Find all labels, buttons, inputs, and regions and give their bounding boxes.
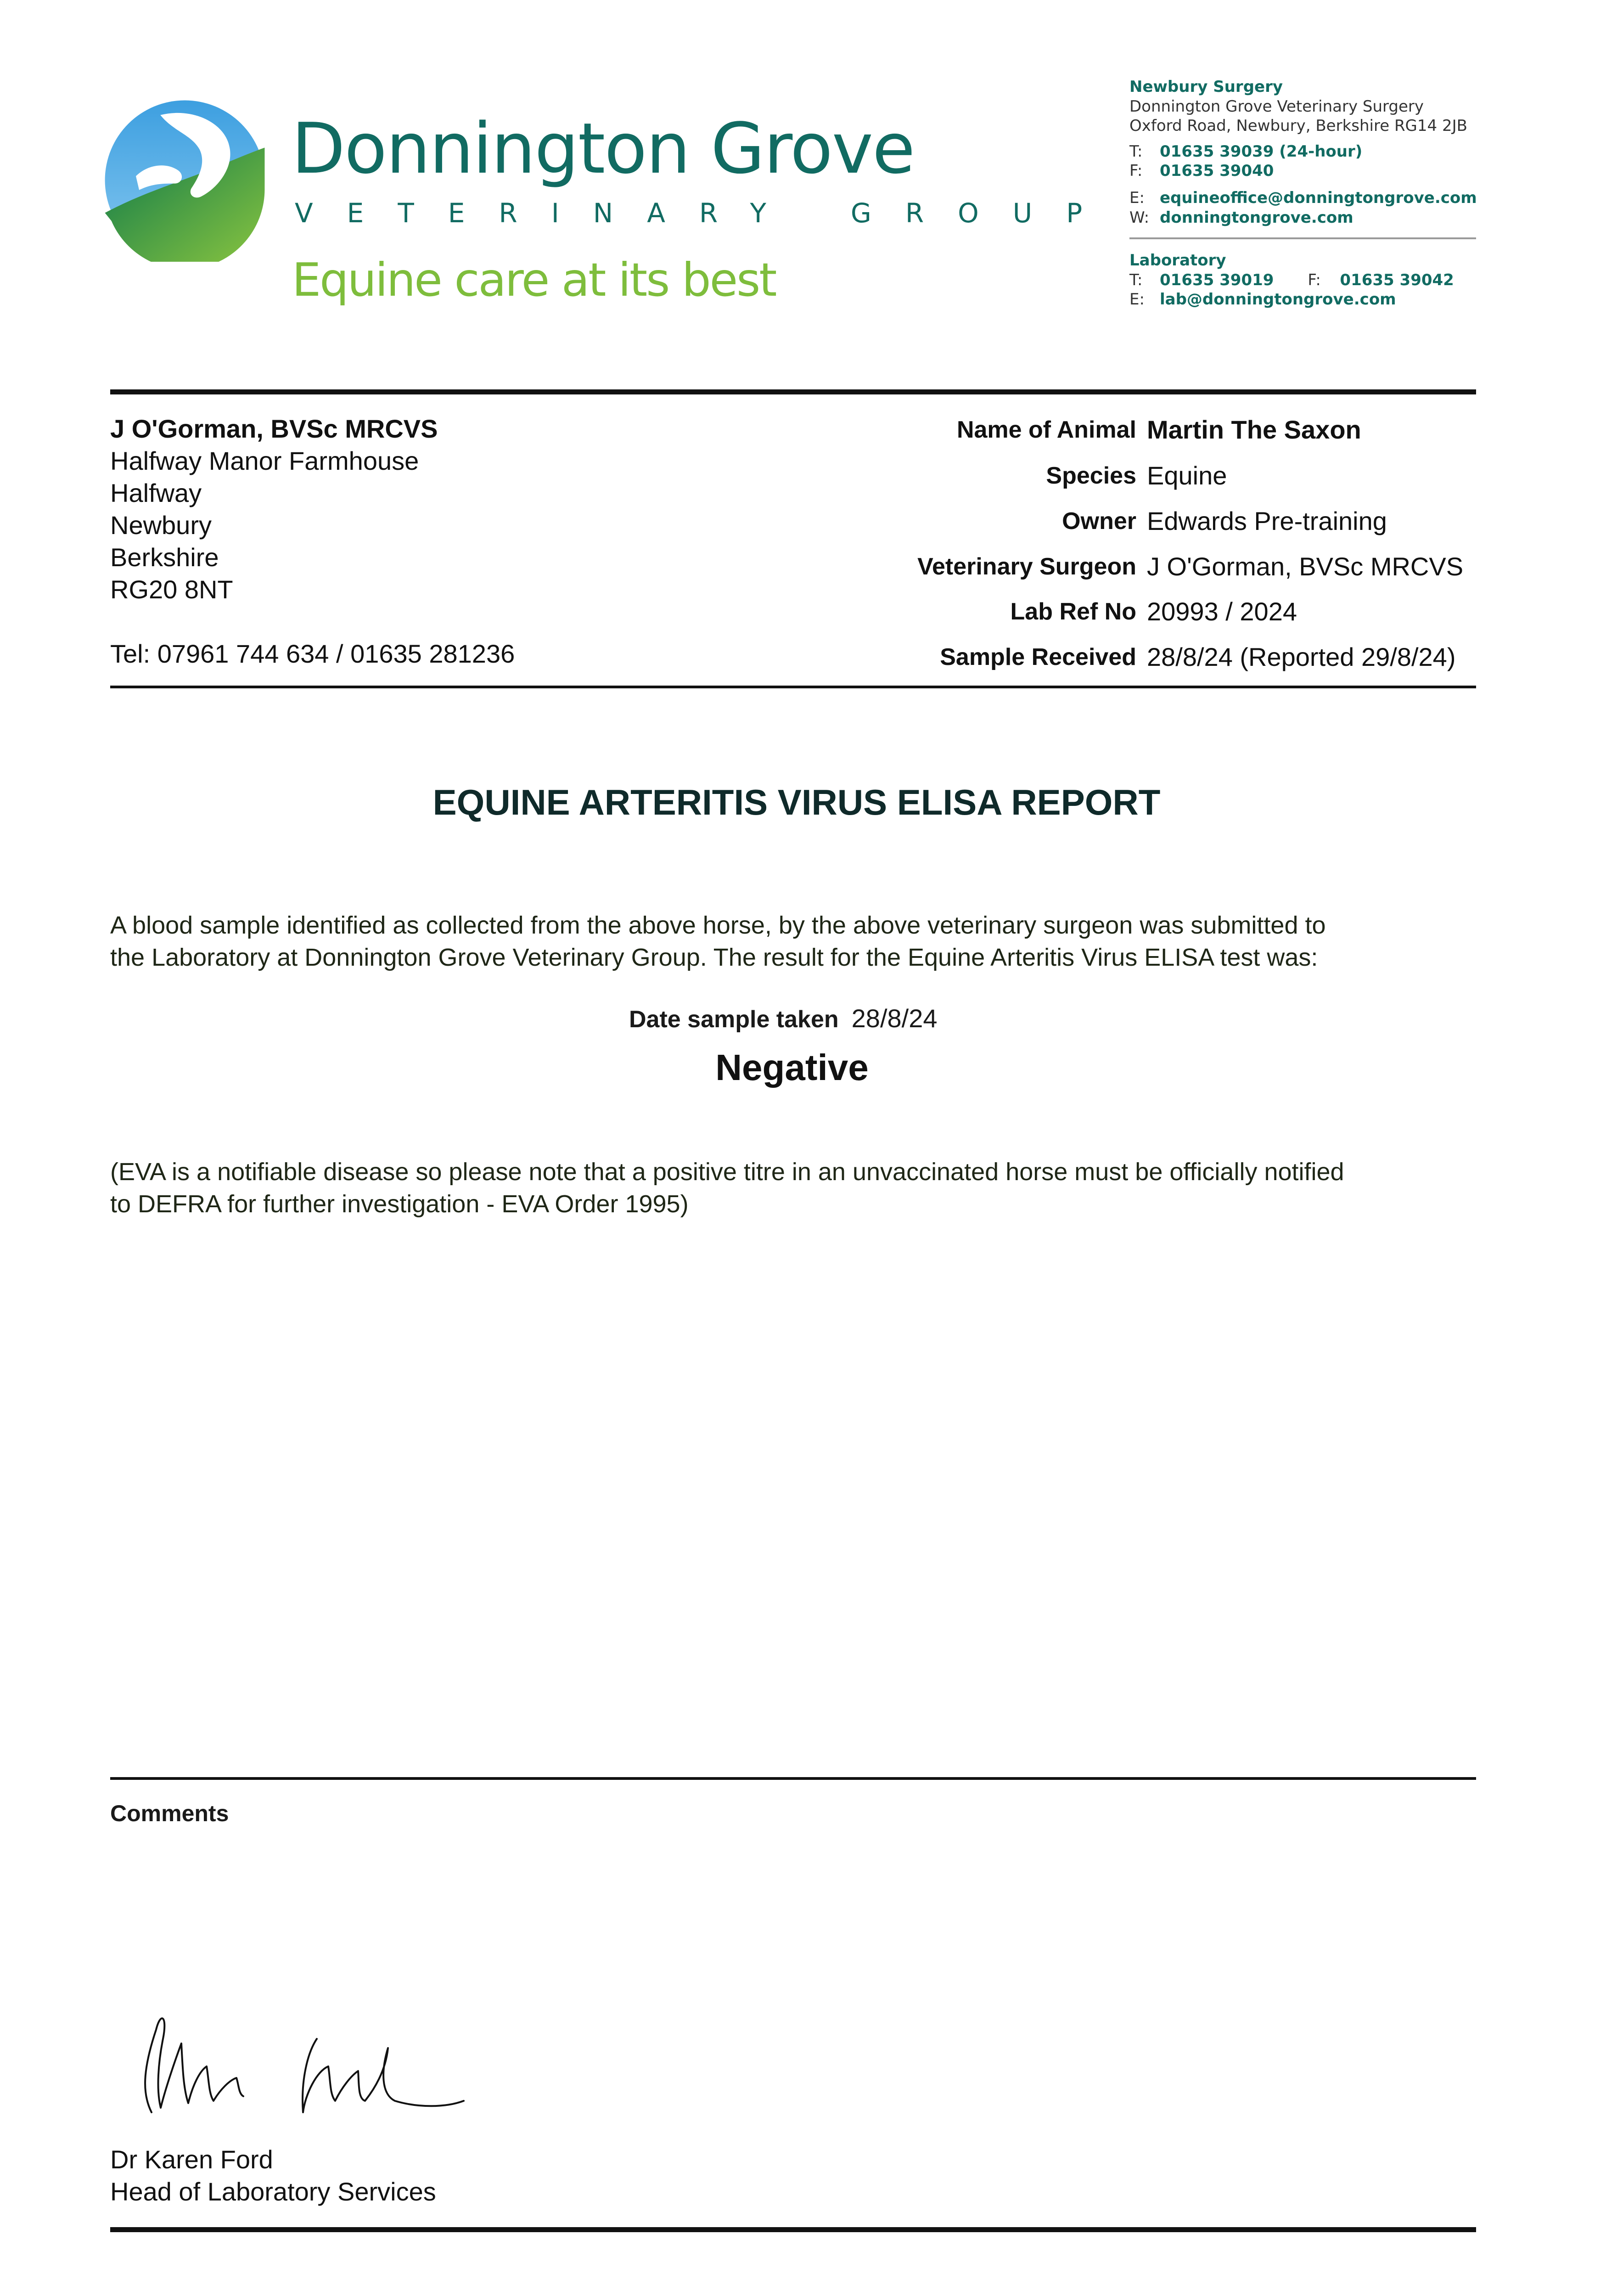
header-rule <box>110 389 1476 394</box>
signatory-title: Head of Laboratory Services <box>110 2177 436 2206</box>
surgery-fax: F: 01635 39040 <box>1129 162 1274 180</box>
brand-subtitle-word-1: VETERINARY <box>295 197 800 229</box>
surgery-heading: Newbury Surgery <box>1129 78 1283 96</box>
surgery-email[interactable]: E: equineoffice@donningtongrove.com <box>1129 189 1477 207</box>
lab-heading: Laboratory <box>1129 251 1226 270</box>
detail-value-sample-received: 28/8/24 (Reported 29/8/24) <box>1147 642 1456 671</box>
recipient-address-line: RG20 8NT <box>110 575 233 604</box>
date-sample-taken <box>629 1006 938 1031</box>
detail-label-owner: Owner <box>1062 508 1136 535</box>
footer-rule <box>110 2227 1476 2232</box>
report-intro-line: the Laboratory at Donnington Grove Veterinary Group. The result for the Equine Arteritis Virus ELISA test was: <box>110 944 1318 971</box>
detail-label-animal: Name of Animal <box>956 416 1136 443</box>
surgery-address: Oxford Road, Newbury, Berkshire RG14 2JB <box>1129 117 1467 135</box>
signatory-name: Dr Karen Ford <box>110 2145 273 2174</box>
surgery-name: Donnington Grove Veterinary Surgery <box>1129 97 1424 116</box>
brand-name: Donnington Grove <box>292 108 915 189</box>
surgery-tel: T: 01635 39039 (24-hour) <box>1129 142 1363 161</box>
report-note-line: to DEFRA for further investigation - EVA Order 1995) <box>110 1190 689 1218</box>
recipient-tel: Tel: 07961 744 634 / 01635 281236 <box>110 639 515 668</box>
detail-value-surgeon: J O'Gorman, BVSc MRCVS <box>1147 552 1464 581</box>
test-result: Negative <box>715 1047 869 1088</box>
brand-logo-icon <box>103 99 266 262</box>
detail-label-sample-received: Sample Received <box>940 644 1136 670</box>
surgery-website[interactable]: W: donningtongrove.com <box>1129 208 1353 227</box>
detail-label-species: Species <box>1046 462 1136 489</box>
detail-value-species: Equine <box>1147 461 1227 490</box>
signature-icon <box>124 2002 482 2122</box>
detail-label-lab-ref: Lab Ref No <box>1010 598 1136 625</box>
recipient-address-line: Halfway <box>110 478 202 507</box>
comments-label: Comments <box>110 1801 229 1826</box>
date-sample-value: 28/8/24 <box>851 1004 938 1033</box>
brand-subtitle-word-2: GROUP <box>850 197 1117 229</box>
contact-divider <box>1129 237 1476 239</box>
details-rule <box>110 686 1476 688</box>
detail-value-owner: Edwards Pre-training <box>1147 506 1387 535</box>
recipient-address-line: Halfway Manor Farmhouse <box>110 446 419 475</box>
recipient-address-line: Newbury <box>110 511 212 540</box>
brand-tagline: Equine care at its best <box>292 253 776 307</box>
lab-tel-fax: T: 01635 39019 F: 01635 39042 <box>1129 271 1454 289</box>
report-note-line: (EVA is a notifiable disease so please note that a positive titre in an unvaccinated horse must be officially notified <box>110 1158 1344 1186</box>
detail-value-lab-ref: 20993 / 2024 <box>1147 597 1297 626</box>
recipient-name: J O'Gorman, BVSc MRCVS <box>110 414 438 443</box>
recipient-address-line: Berkshire <box>110 543 219 572</box>
detail-label-surgeon: Veterinary Surgeon <box>917 553 1136 580</box>
report-intro-line: A blood sample identified as collected from the above horse, by the above veterinary surgeon was submitted to <box>110 912 1326 939</box>
brand-subtitle <box>295 197 1117 229</box>
detail-value-animal: Martin The Saxon <box>1147 415 1361 444</box>
report-title: EQUINE ARTERITIS VIRUS ELISA REPORT <box>432 782 1161 822</box>
date-sample-label: Date sample taken <box>629 1006 839 1033</box>
comments-rule <box>110 1777 1476 1780</box>
lab-email[interactable]: E: lab@donningtongrove.com <box>1129 290 1396 309</box>
